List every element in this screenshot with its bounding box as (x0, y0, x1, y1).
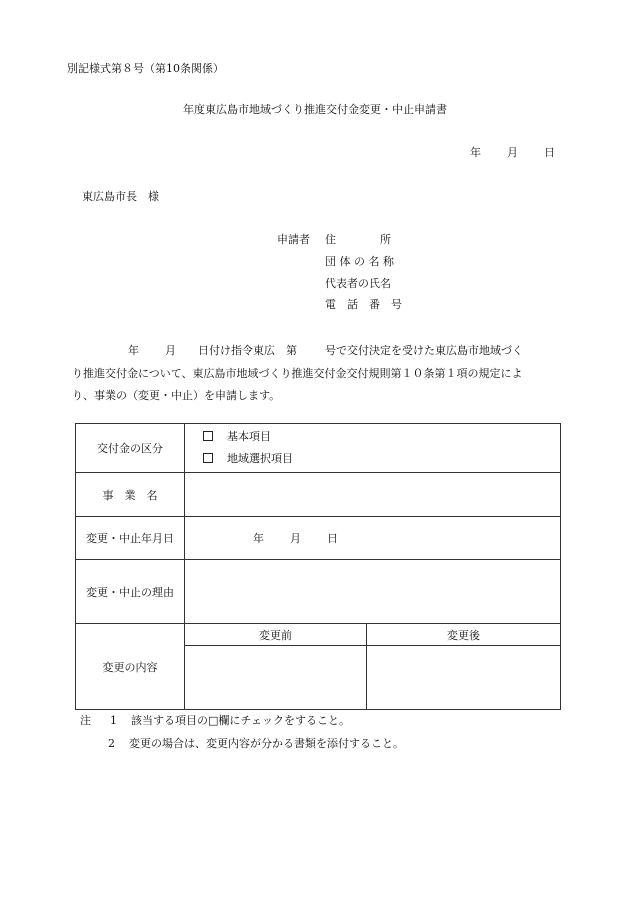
date-year: 年 (470, 146, 481, 159)
form-number-label: 別記様式第８号（第10条関係） (67, 62, 224, 75)
category-row (76, 424, 561, 473)
date-day: 日 (544, 146, 555, 159)
change-date-year: 年 (253, 532, 264, 545)
applicant-address-label: 住 所 (325, 233, 391, 246)
option-basic (185, 426, 560, 448)
content-header-row (76, 624, 561, 646)
reason-row (76, 560, 561, 624)
before-change-header: 変更前 (185, 624, 367, 646)
statement-line-2: り推進交付金について、東広島市地域づくり推進交付金交付規則第１０条第１項の規定によ (72, 366, 523, 380)
change-date-month: 月 (290, 532, 301, 545)
category-label: 交付金の区分 (76, 424, 185, 473)
reason-label: 変更・中止の理由 (76, 560, 185, 624)
change-date-field[interactable] (185, 517, 561, 560)
note-1 (80, 714, 350, 728)
statement-line-1 (72, 340, 564, 363)
category-options (185, 424, 561, 473)
change-date-label: 変更・中止年月日 (76, 517, 185, 560)
note-2-number: 2 (108, 737, 115, 750)
project-name-row (76, 473, 561, 517)
project-name-label: 事 業 名 (76, 473, 185, 517)
basic-checkbox[interactable] (203, 431, 213, 441)
project-name-field[interactable] (185, 473, 561, 517)
statement-number-clause: 号で交付決定を受けた東広島市地域づく (325, 344, 523, 357)
option-regional (185, 448, 560, 470)
application-statement (72, 340, 564, 408)
applicant-representative-label: 代表者の氏名 (325, 277, 391, 290)
option-regional-label: 地域選択項目 (227, 452, 293, 465)
applicant-label: 申請者 (277, 233, 310, 246)
applicant-organization-label: 団 体 の 名 称 (325, 255, 394, 268)
application-form-table (75, 423, 561, 710)
document-title: 年度東広島市地域づくり推進交付金変更・中止申請書 (183, 103, 447, 116)
statement-designation: 日付け指令東広 第 (198, 344, 297, 357)
note-2 (108, 737, 404, 751)
statement-line-3: り、事業の（変更・中止）を申請します。 (72, 389, 281, 402)
notes-prefix: 注 (80, 714, 91, 727)
regional-checkbox[interactable] (203, 453, 213, 463)
addressee: 東広島市長 様 (82, 190, 159, 203)
change-date-row (76, 517, 561, 560)
note-1-number: 1 (110, 714, 117, 727)
after-change-header: 変更後 (367, 624, 561, 646)
statement-year: 年 (128, 344, 139, 357)
change-date-day: 日 (327, 532, 338, 545)
after-change-field[interactable] (367, 646, 561, 710)
statement-month: 月 (165, 344, 176, 357)
note-1-text: 該当する項目の□欄にチェックをすること。 (131, 714, 351, 727)
date-month: 月 (507, 146, 518, 159)
application-date (470, 146, 555, 160)
applicant-phone-label: 電 話 番 号 (325, 298, 402, 311)
note-2-text: 変更の場合は、変更内容が分かる書類を添付すること。 (129, 737, 404, 750)
reason-field[interactable] (185, 560, 561, 624)
content-label: 変更の内容 (76, 624, 185, 710)
option-basic-label: 基本項目 (227, 430, 271, 443)
before-change-field[interactable] (185, 646, 367, 710)
